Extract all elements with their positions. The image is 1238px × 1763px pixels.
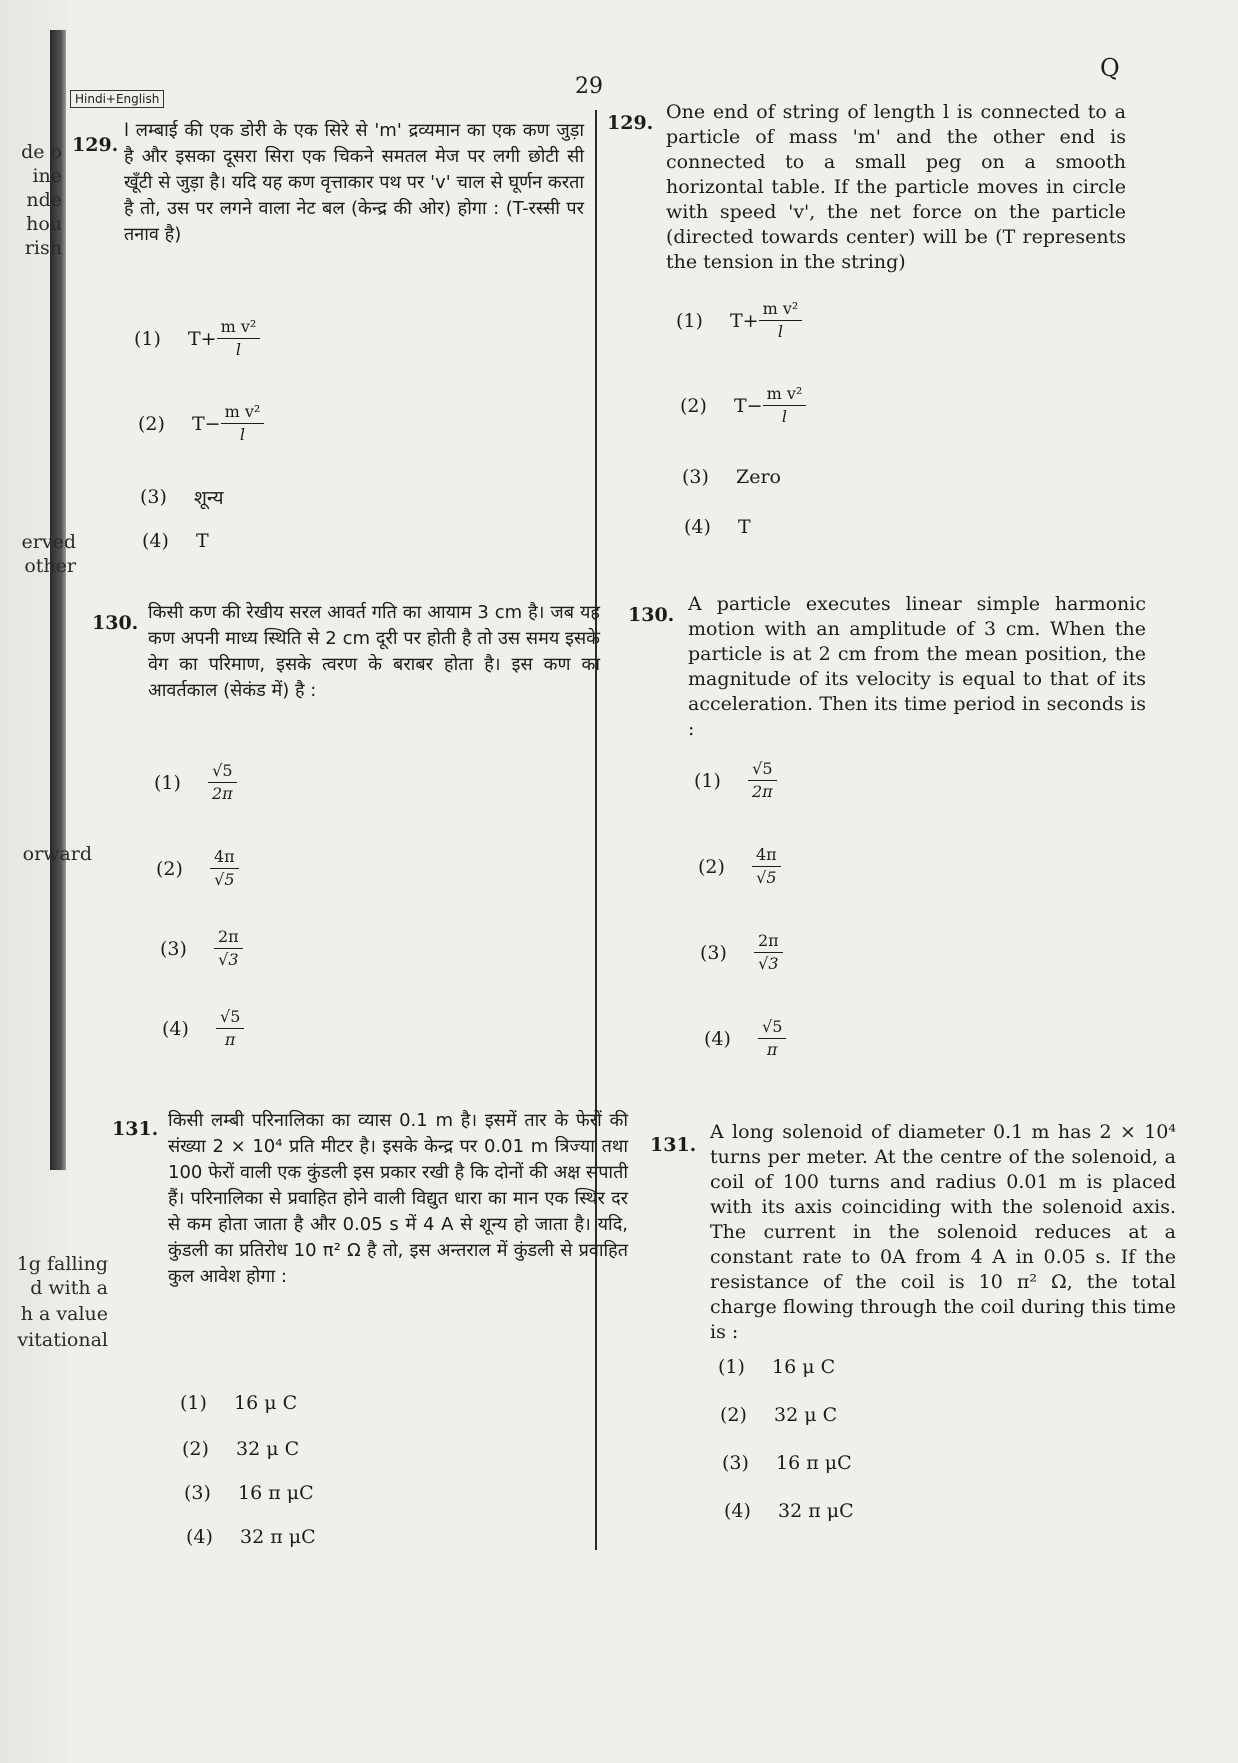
- fraction: [752, 846, 781, 887]
- option-4: [142, 530, 209, 552]
- option-2: [680, 385, 806, 426]
- option-number: (1): [694, 769, 721, 792]
- option-number: (2): [720, 1404, 747, 1426]
- prev-page-fragment: erved: [21, 531, 76, 553]
- option-3: [700, 932, 783, 973]
- option-3: [184, 1482, 314, 1504]
- prev-page-fragment: ine: [32, 165, 62, 187]
- option-number: (1): [718, 1356, 745, 1378]
- option-prefix: T−: [734, 394, 763, 417]
- numerator: m v²: [759, 300, 803, 321]
- question-stem-english: One end of string of length l is connected to a particle of mass 'm' and the other end is connected to a small peg on a smooth horizontal table. If the particle moves in circle with speed 'v', the net force on the particle (directed towards center) will be (T represents the tension in the string): [666, 101, 1126, 273]
- option-number: (1): [676, 309, 703, 332]
- option-text: 16 μ C: [772, 1356, 836, 1378]
- option-4: [724, 1500, 854, 1522]
- option-number: (3): [700, 941, 727, 964]
- option-text: शून्य: [194, 487, 224, 509]
- option-number: (3): [184, 1482, 211, 1504]
- option-text: Zero: [736, 466, 781, 488]
- fraction: [748, 760, 777, 801]
- page-number: 29: [575, 74, 603, 99]
- option-1: [718, 1356, 835, 1378]
- denominator: l: [239, 425, 246, 444]
- language-badge: Hindi+English: [70, 90, 164, 108]
- option-number: (3): [140, 486, 167, 508]
- fraction: [210, 848, 239, 889]
- question-stem-english: A particle executes linear simple harmonic motion with an amplitude of 3 cm. When the particle is at 2 cm from the mean position, the magnitude of its velocity is equal to that of its acceleration. Then its time period in seconds is :: [688, 593, 1146, 740]
- option-4: [162, 1008, 244, 1049]
- option-number: (1): [154, 771, 181, 794]
- numerator: √5: [758, 1018, 786, 1039]
- option-prefix: T+: [730, 309, 759, 332]
- numerator: √5: [216, 1008, 244, 1029]
- option-number: (4): [704, 1027, 731, 1050]
- option-text: 16 π μC: [776, 1452, 852, 1474]
- column-divider: [595, 110, 597, 1550]
- question-number: 129.: [72, 134, 119, 156]
- prev-page-fragment: d with a: [30, 1277, 108, 1299]
- option-2: [698, 846, 781, 887]
- option-number: (4): [684, 516, 711, 538]
- option-number: (4): [162, 1017, 189, 1040]
- option-text: 16 μ C: [234, 1392, 298, 1414]
- denominator: l: [777, 322, 784, 341]
- option-4: [704, 1018, 786, 1059]
- fraction: [763, 385, 807, 426]
- option-text: T: [196, 530, 209, 552]
- option-text: 32 μ C: [236, 1438, 300, 1460]
- option-text: 32 μ C: [774, 1404, 838, 1426]
- option-prefix: T−: [192, 412, 221, 435]
- denominator: √3: [218, 950, 239, 969]
- option-text: T: [738, 516, 751, 538]
- option-number: (1): [134, 327, 161, 350]
- denominator: 2π: [212, 784, 233, 803]
- option-text: 32 π μC: [778, 1500, 854, 1522]
- numerator: 4π: [210, 848, 239, 869]
- option-number: (2): [698, 855, 725, 878]
- question-number: 130.: [628, 604, 675, 626]
- numerator: m v²: [763, 385, 807, 406]
- option-3: [722, 1452, 852, 1474]
- numerator: 4π: [752, 846, 781, 867]
- option-number: (2): [182, 1438, 209, 1460]
- option-1: [154, 762, 237, 803]
- option-2: [156, 848, 239, 889]
- question-stem-hindi: l लम्बाई की एक डोरी के एक सिरे से 'm' द्रव्यमान का एक कण जुड़ा है और इसका दूसरा सिरा एक चिकने समतल मेज पर लगी छोटी सी खूँटी से जुड़ा है। यदि यह कण वृत्ताकार पथ पर 'v' चाल से घूर्णन करता है तो, उस पर लगने वाला नेट बल (केन्द्र की ओर) होगा : (T-रस्सी पर तनाव है): [124, 120, 584, 245]
- option-2: [182, 1438, 299, 1460]
- option-number: (3): [682, 466, 709, 488]
- option-number: (4): [142, 530, 169, 552]
- prev-page-fragment: de o: [21, 141, 62, 163]
- question-stem-hindi: किसी कण की रेखीय सरल आवर्त गति का आयाम 3 cm है। जब यह कण अपनी माध्य स्थिति से 2 cm दूरी पर होती है तो उस समय इसके वेग का परिमाण, इसके त्वरण के बराबर होता है। इस कण का आवर्तकाल (सेकंड में) है :: [148, 602, 600, 701]
- denominator: √5: [214, 870, 235, 889]
- prev-page-fragment: orward: [22, 843, 92, 865]
- prev-page-fragment: risn: [24, 237, 62, 259]
- option-3: [160, 928, 243, 969]
- denominator: l: [235, 340, 242, 359]
- denominator: √5: [756, 868, 777, 887]
- fraction: [754, 932, 783, 973]
- denominator: π: [224, 1030, 236, 1049]
- question-number: 130.: [92, 612, 139, 634]
- option-prefix: T+: [188, 327, 217, 350]
- option-number: (3): [722, 1452, 749, 1474]
- option-number: (2): [680, 394, 707, 417]
- option-2: [138, 403, 264, 444]
- option-1: [134, 318, 260, 359]
- denominator: √3: [758, 954, 779, 973]
- numerator: 2π: [214, 928, 243, 949]
- prev-page-fragment: vitational: [17, 1329, 108, 1351]
- prev-page-fragment: other: [24, 555, 76, 577]
- fraction: [217, 318, 261, 359]
- question-number: 131.: [650, 1134, 697, 1156]
- option-number: (1): [180, 1392, 207, 1414]
- denominator: l: [781, 407, 788, 426]
- numerator: √5: [748, 760, 776, 781]
- fraction: [759, 300, 803, 341]
- question-stem-hindi: किसी लम्बी परिनालिका का व्यास 0.1 m है। इसमें तार के फेरों की संख्या 2 × 10⁴ प्रति मीटर है। इसके केन्द्र पर 0.01 m त्रिज्या तथा 100 फेरों वाली एक कुंडली इस प्रकार रखी है कि दोनों की अक्ष संपाती हैं। परिनालिका से प्रवाहित होने वाली विद्युत धारा का मान एक स्थिर दर से कम होता जाता है और 0.05 s में 4 A से शून्य हो जाता है। यदि, कुंडली का प्रतिरोध 10 π² Ω है तो, इस अन्तराल में कुंडली से प्रवाहित कुल आवेश होगा :: [168, 1110, 628, 1287]
- numerator: 2π: [754, 932, 783, 953]
- prev-page-fragment: h a value: [20, 1303, 108, 1325]
- option-1: [694, 760, 777, 801]
- fraction: [208, 762, 237, 803]
- option-3: [140, 484, 224, 510]
- option-number: (4): [724, 1500, 751, 1522]
- question-number: 131.: [112, 1118, 159, 1140]
- option-3: [682, 466, 781, 488]
- option-4: [186, 1526, 316, 1548]
- option-number: (3): [160, 937, 187, 960]
- option-1: [676, 300, 802, 341]
- prev-page-fragment: hou: [26, 213, 62, 235]
- denominator: 2π: [752, 782, 773, 801]
- option-number: (4): [186, 1526, 213, 1548]
- option-2: [720, 1404, 837, 1426]
- set-letter: Q: [1100, 54, 1120, 82]
- numerator: m v²: [217, 318, 261, 339]
- prev-page-fragment: 1g falling: [16, 1253, 108, 1275]
- fraction: [221, 403, 265, 444]
- option-number: (2): [156, 857, 183, 880]
- fraction: [216, 1008, 244, 1049]
- question-number: 129.: [607, 112, 654, 134]
- prev-page-fragment: nde: [26, 189, 62, 211]
- numerator: m v²: [221, 403, 265, 424]
- denominator: π: [766, 1040, 778, 1059]
- fraction: [758, 1018, 786, 1059]
- option-text: 32 π μC: [240, 1526, 316, 1548]
- option-1: [180, 1392, 297, 1414]
- option-text: 16 π μC: [238, 1482, 314, 1504]
- option-number: (2): [138, 412, 165, 435]
- question-stem-english: A long solenoid of diameter 0.1 m has 2 × 10⁴ turns per meter. At the centre of the solenoid, a coil of 100 turns and radius 0.01 m is placed with its axis coinciding with the solenoid axis. The current in the solenoid reduces at a constant rate to 0A from 4 A in 0.05 s. If the resistance of the coil is 10 π² Ω, the total charge flowing through the coil during this time is :: [710, 1121, 1176, 1343]
- numerator: √5: [208, 762, 236, 783]
- option-4: [684, 516, 751, 538]
- fraction: [214, 928, 243, 969]
